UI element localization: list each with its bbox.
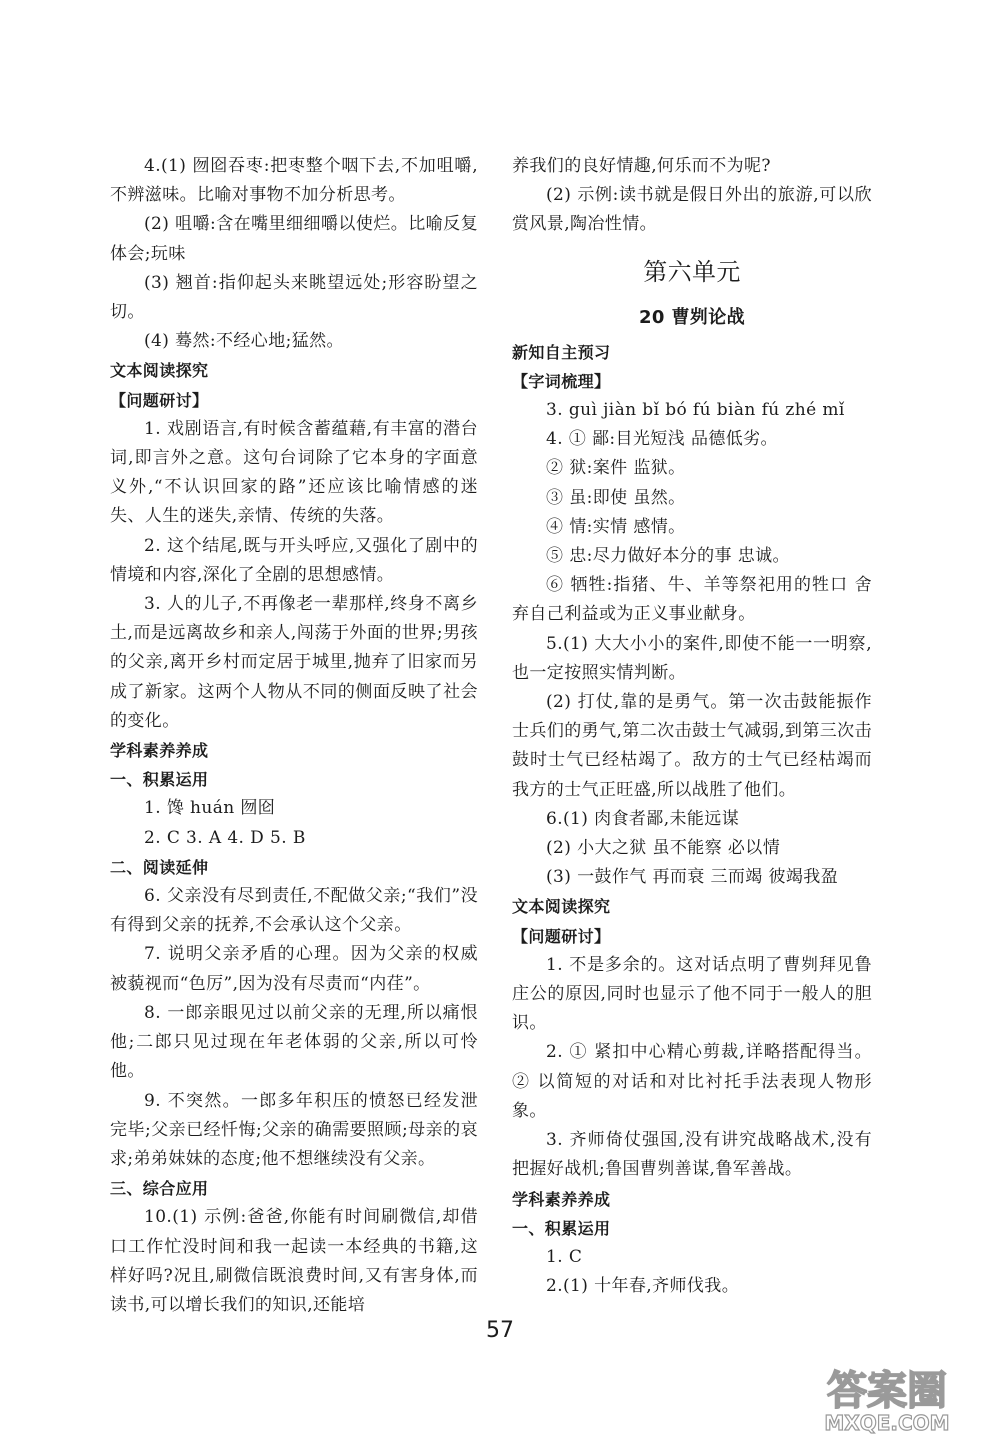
answer-paragraph: (3) 一鼓作气 再而衰 三而竭 彼竭我盈 [546,867,839,888]
section-heading: 【字词梳理】 [512,371,611,391]
section-heading: 文本阅读探究 [512,897,611,917]
answer-paragraph: 2. C 3. A 4. D 5. B [144,827,306,848]
section-heading: 学科素养养成 [110,741,209,761]
answer-paragraph: 2. 这个结尾,既与开头呼应,又强化了剧中的情境和内容,深化了全剧的思想感情。 [110,535,478,585]
answer-paragraph: ② 狱:案件 监狱。 [546,458,686,479]
lesson-title: 20 曹刿论战 [638,306,746,328]
section-heading: 学科素养养成 [512,1189,611,1209]
answer-paragraph: 2. ① 紧扣中心精心剪裁,详略搭配得当。② 以简短的对话和对比衬托手法表现人物形象。 [512,1042,872,1121]
answer-paragraph: (4) 蓦然:不经心地;猛然。 [144,331,344,352]
watermark-text-cn: 答案圈 [827,1368,947,1414]
answer-paragraph: 养我们的良好情趣,何乐而不为呢? [512,156,771,176]
answer-paragraph: 3. 齐师倚仗强国,没有讲究战略战术,没有把握好战机;鲁国曹刿善谋,鲁军善战。 [512,1130,872,1180]
answer-paragraph: 4.(1) 囫囵吞枣:把枣整个咽下去,不加咀嚼,不辨滋味。比喻对事物不加分析思考。 [110,156,478,206]
left-column [110,152,478,1320]
answer-paragraph: ③ 虽:即使 虽然。 [546,487,686,508]
answer-paragraph: 6.(1) 肉食者鄙,未能远谋 [546,808,740,829]
answer-paragraph: (2) 小大之狱 虽不能察 必以情 [546,838,781,859]
section-heading: 一、积累运用 [110,770,209,790]
answer-paragraph: 2.(1) 十年春,齐师伐我。 [546,1276,740,1297]
answer-paragraph: (2) 打仗,靠的是勇气。第一次击鼓能振作士兵们的勇气,第二次击鼓士气减弱,到第三次击鼓时士气已经枯竭了。敌方的士气已经枯竭而我方的士气正旺盛,所以战胜了他们。 [512,692,872,800]
answer-paragraph: 5.(1) 大大小小的案件,即使不能一一明察,也一定按照实情判断。 [512,633,872,683]
answer-paragraph: 6. 父亲没有尽到责任,不配做父亲;“我们”没有得到父亲的抚养,不会承认这个父亲。 [110,886,478,936]
answer-paragraph: 1. 馋 huán 囫囵 [144,798,276,819]
answer-paragraph: 7. 说明父亲矛盾的心理。因为父亲的权威被藐视而“色厉”,因为没有尽责而“内荏”。 [110,944,478,994]
answer-paragraph: 10.(1) 示例:爸爸,你能有时间刷微信,却借口工作忙没时间和我一起读一本经典的书籍,这样好吗?况且,刷微信既浪费时间,又有害身体,而读书,可以增长我们的知识,还能培 [110,1207,478,1315]
answer-paragraph: ⑥ 牺牲:指猪、牛、羊等祭祀用的牲口 舍弃自己利益或为正义事业献身。 [512,575,872,625]
answer-paragraph: (2) 咀嚼:含在嘴里细细嚼以使烂。比喻反复体会;玩味 [110,214,478,264]
right-column [512,152,872,1301]
answer-paragraph: 3. guì jiàn bǐ bó fú biàn fú zhé mǐ [546,400,845,421]
section-heading: 三、综合应用 [110,1179,209,1199]
unit-title: 第六单元 [643,257,741,286]
section-heading: 【问题研讨】 [110,390,209,410]
answer-paragraph: (2) 示例:读书就是假日外出的旅游,可以欣赏风景,陶冶性情。 [512,185,872,235]
answer-paragraph: 1. 戏剧语言,有时候含蓄蕴藉,有丰富的潜台词,即言外之意。这句台词除了它本身的字面意义外,“不认识回家的路”还应该比喻情感的迷失、人生的迷失,亲情、传统的失落。 [110,418,478,527]
answer-paragraph: ⑤ 忠:尽力做好本分的事 忠诚。 [546,546,790,567]
section-heading: 【问题研讨】 [512,926,611,946]
answer-paragraph: 1. 不是多余的。这对话点明了曹刿拜见鲁庄公的原因,同时也显示了他不同于一般人的胆识。 [512,954,872,1034]
page-number: 57 [486,1318,514,1343]
watermark-logo [790,1360,985,1436]
answer-paragraph: 9. 不突然。一郎多年积压的愤怒已经发泄完毕;父亲已经忏悔;父亲的确需要照顾;母亲的哀求;弟弟妹妹的态度;他不想继续没有父亲。 [110,1090,478,1169]
answer-paragraph: ④ 情:实情 感情。 [546,516,686,537]
watermark-text-url: MXQE.COM [824,1411,950,1435]
answer-paragraph: 3. 人的儿子,不再像老一辈那样,终身不离乡土,而是远离故乡和亲人,闯荡于外面的世界;男孩的父亲,离开乡村而定居于城里,抛弃了旧家而另成了新家。这两个人物从不同的侧面反映了社会的变化。 [110,594,478,731]
section-heading: 新知自主预习 [512,342,611,362]
answer-paragraph: (3) 翘首:指仰起头来眺望远处;形容盼望之切。 [110,272,478,323]
answer-paragraph: 8. 一郎亲眼见过以前父亲的无理,所以痛恨他;二郎只见过现在年老体弱的父亲,所以可怜他。 [110,1002,478,1082]
answer-paragraph: 4. ① 鄙:目光短浅 品德低劣。 [546,429,778,450]
section-heading: 文本阅读探究 [110,361,209,381]
answer-paragraph: 1. C [546,1246,583,1267]
section-heading: 二、阅读延伸 [110,857,209,877]
section-heading: 一、积累运用 [512,1218,611,1238]
